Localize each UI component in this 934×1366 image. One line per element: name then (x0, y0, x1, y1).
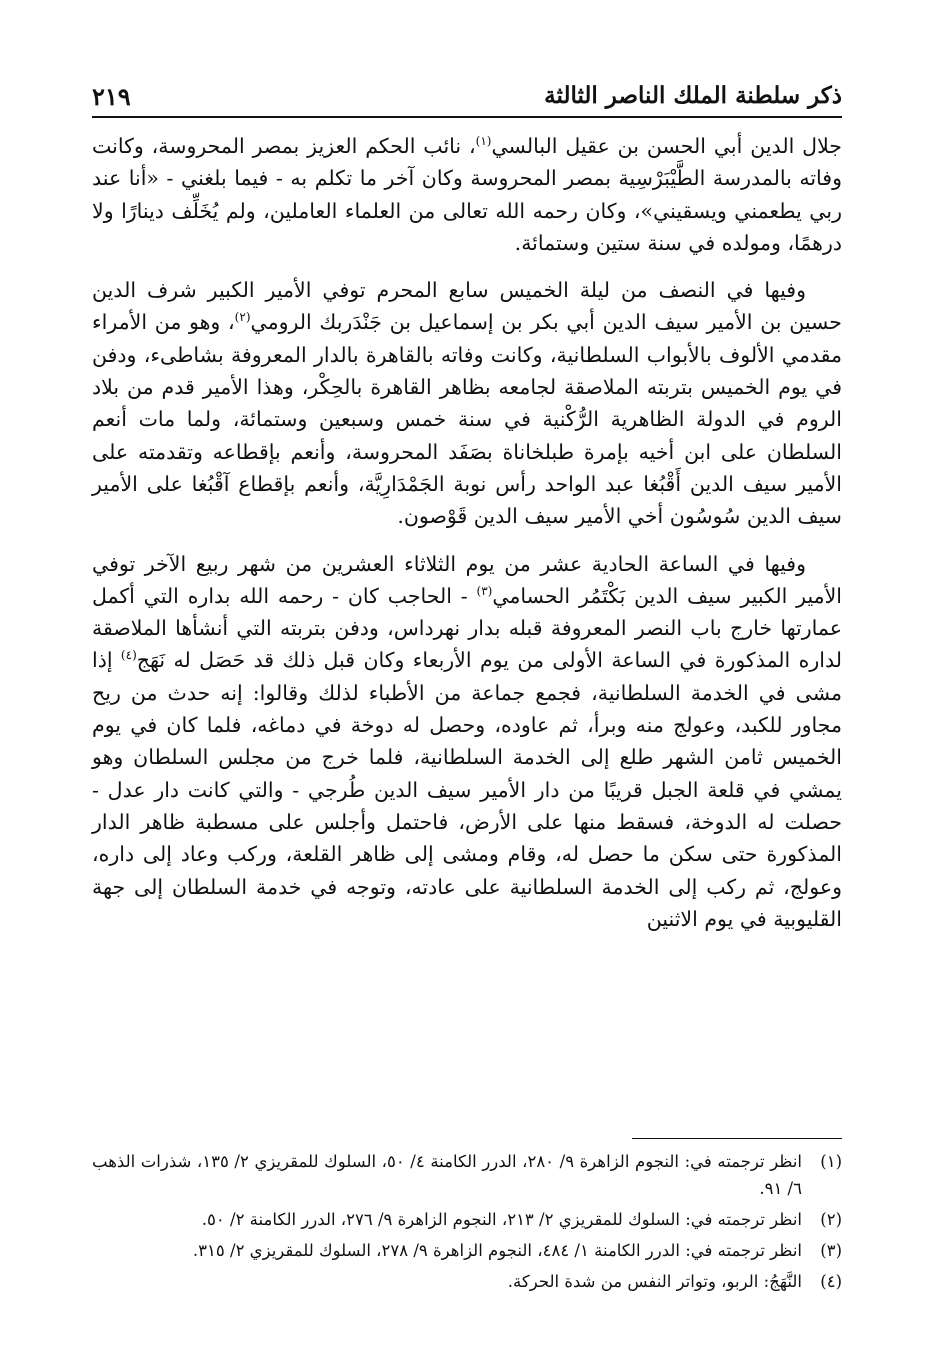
footnote-4 (92, 1268, 842, 1295)
footnote-ref-3: (٣) (476, 584, 493, 599)
footnote-2 (92, 1206, 842, 1233)
footnote-separator (632, 1138, 842, 1139)
paragraph-3-continuation: - الحاجب كان - رحمه الله بداره التي أكمل عمارتها خارج باب النصر المعروفة قبله بدار نهرداس، ودفن بتربته التي أنشأها الملاصقة لداره المذكورة في الساعة الأولى من يوم الأربعاء وكان قبل ذلك قد حَصَل له نَهَج (92, 583, 842, 673)
paragraph-1 (92, 130, 842, 259)
footnote-3 (92, 1237, 842, 1264)
footnote-text: النَّهَجُ: الربو، وتواتر النفس من شدة الحركة. (507, 1272, 802, 1291)
footnote-1 (92, 1148, 842, 1202)
running-title: ذكر سلطنة الملك الناصر الثالثة (544, 82, 842, 109)
paragraph-1-text: جلال الدين أبي الحسن بن عقيل البالسي (491, 134, 842, 158)
paragraph-3-continuation-2: إذا مشى في الخدمة السلطانية، فجمع جماعة من الأطباء لذلك وقالوا: إنه حدث من ريح مجاور للكبد، وعولج منه وبرأ، ثم عاوده، وحصل له دوخة في دماغه، فلما كان في يوم الخميس ثامن الشهر طلع إلى الخدمة السلطانية، فلما خرج من مجلس السلطان وهو يمشي في قلعة الجبل قريبًا من دار الأمير سيف الدين طُرجي - والتي كانت دار عدل - حصلت له الدوخة، فسقط منها على الأرض، فاحتمل وأجلس على مسطبة ظاهر الدار المذكورة حتى سكن ما حصل له، وقام ومشى إلى ظاهر القلعة، وركب وعاد إلى داره، وعولج، ثم ركب إلى الخدمة السلطانية على عادته، وتوجه في خدمة السلطان إلى جهة القليوبية في يوم الاثنين (92, 648, 842, 931)
footnote-number: (٢) (820, 1210, 842, 1229)
paragraph-3 (92, 548, 842, 936)
footnote-text: انظر ترجمته في: النجوم الزاهرة ٩/ ٢٨٠، الدرر الكامنة ٤/ ٥٠، السلوك للمقريزي ٢/ ١٣٥، شذرات الذهب ٦/ ٩١. (92, 1152, 803, 1198)
paragraph-2-text: وفيها في النصف من ليلة الخميس سابع المحرم توفي الأمير الكبير شرف الدين حسين بن الأمير سيف الدين أبي بكر بن إسماعيل بن جَنْدَربك الرومي (92, 278, 842, 335)
footnote-ref-1: (١) (475, 134, 492, 149)
footnote-text: انظر ترجمته في: الدرر الكامنة ١/ ٤٨٤، النجوم الزاهرة ٩/ ٢٧٨، السلوك للمقريزي ٢/ ٣١٥. (192, 1241, 802, 1260)
footnote-ref-2: (٢) (234, 310, 251, 325)
footnote-text: انظر ترجمته في: السلوك للمقريزي ٢/ ٢١٣، النجوم الزاهرة ٩/ ٢٧٦، الدرر الكامنة ٢/ ٥٠. (201, 1210, 802, 1229)
paragraph-2-continuation: ، وهو من الأمراء مقدمي الألوف بالأبواب السلطانية، وكانت وفاته بالقاهرة بالدار المعروفة بشاطىء، ودفن في يوم الخميس بتربته الملاصقة لجامعه بظاهر القاهرة بالحِكْر، وهذا الأمير قدم من بلاد الروم في الدولة الظاهرية الرُّكْنية في سنة خمس وسبعين وستمائة، ولما مات أنعم السلطان على ابن أخيه بإمرة طبلخاناة بصَفَد المحروسة، وأنعم بإقطاعه وتقدمته على الأمير سيف الدين أَقْبُغا عبد الواحد رأس نوبة الجَمْدَارِيَّة، وأنعم بإقطاع آقْبُغا على الأمير سيف الدين سُوسُون أخي الأمير سيف الدين قَوْصون. (92, 310, 842, 529)
footnote-number: (١) (820, 1152, 842, 1171)
footnote-ref-4: (٤) (120, 648, 137, 663)
paragraph-1-continuation: ، نائب الحكم العزيز بمصر المحروسة، وكانت وفاته بالمدرسة الطَّيْبَرْسِية بمصر المحروسة وكان آخر ما تكلم به - فيما بلغني - «أنا عند ربي يطعمني ويسقيني»، وكان رحمه الله تعالى من العلماء العاملين، ولم يُخَلِّف دينارًا ولا درهمًا، ومولده في سنة ستين وستمائة. (92, 134, 842, 255)
footnote-number: (٤) (820, 1272, 842, 1291)
footnote-number: (٣) (820, 1241, 842, 1260)
main-text (92, 130, 842, 935)
page-number: ٢١٩ (92, 82, 131, 111)
footnotes (92, 1148, 842, 1299)
running-header (92, 80, 842, 118)
paragraph-3-text: وفيها في الساعة الحادية عشر من يوم الثلاثاء العشرين من شهر ربيع الآخر توفي الأمير الكبير سيف الدين بَكْتَمُر الحسامي (92, 551, 843, 608)
paragraph-2 (92, 274, 842, 532)
